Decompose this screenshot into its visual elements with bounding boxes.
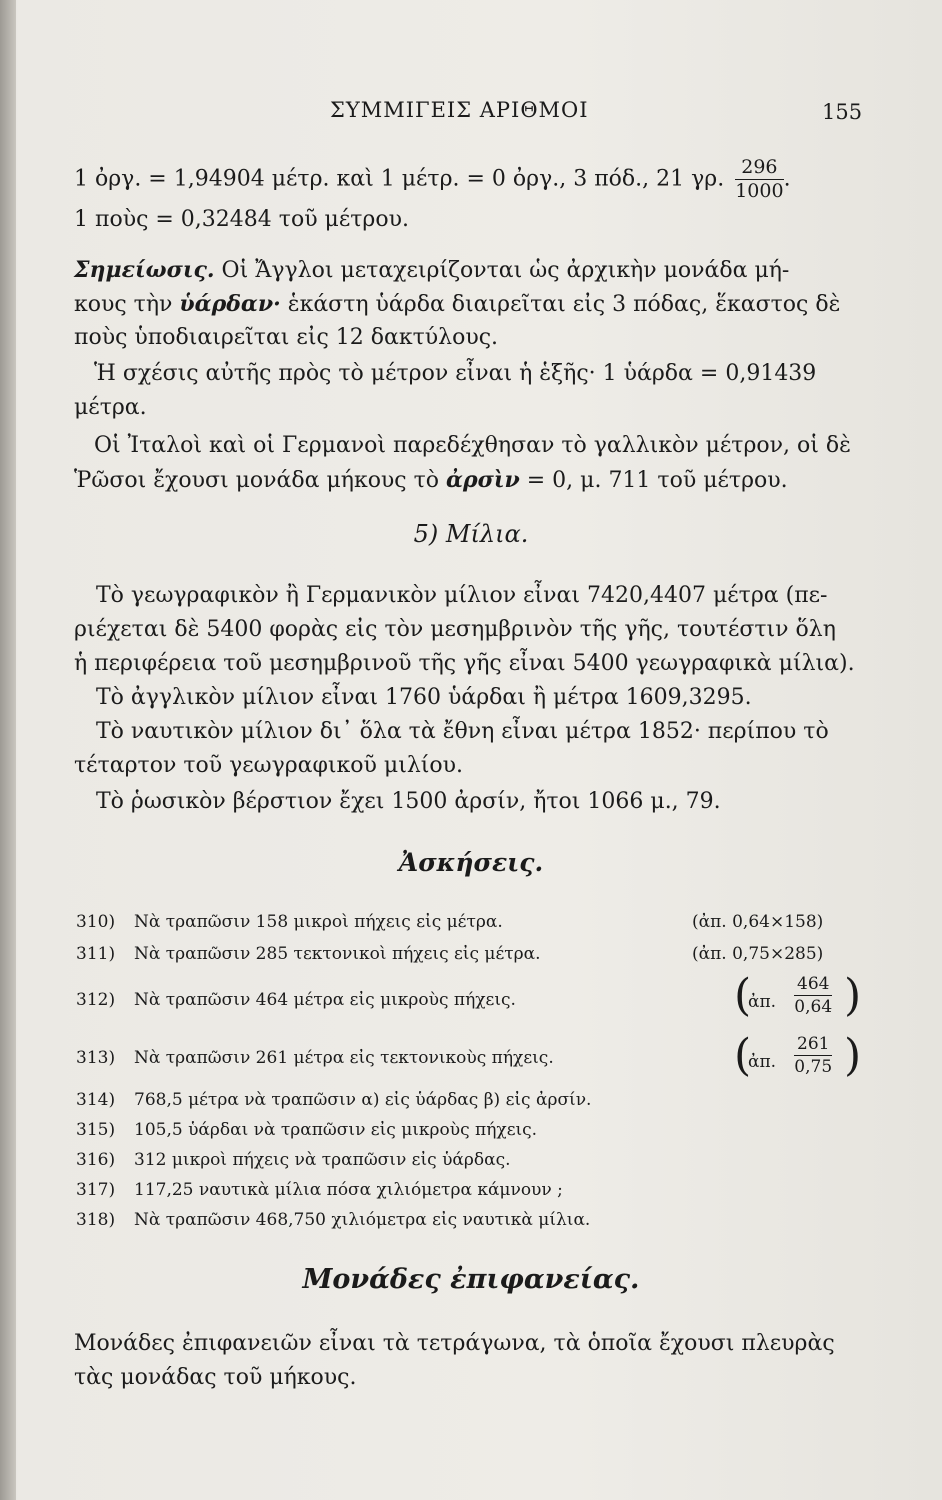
miles-p1-line-3: ἡ περιφέρεια τοῦ μεσημβρινοῦ τῆς γῆς εἶναι 5400 γεωγραφικὰ μίλια). — [74, 651, 855, 676]
answer-310: (ἀπ. 0,64×158) — [692, 912, 824, 932]
note-line-1: Σημείωσις. Οἱ Ἄγγλοι μεταχειρίζονται ὡς ἀρχικὴν μονάδα μή- — [74, 257, 790, 283]
miles-heading: 5) Μίλια. — [413, 520, 529, 548]
exercise-312: 312) Νὰ τραπῶσιν 464 μέτρα εἰς μικροὺς πήχεις. — [76, 990, 516, 1010]
note-line-3: ποὺς ὑποδιαιρεῖται εἰς 12 δακτύλους. — [74, 325, 499, 350]
note-line-2: κους τὴν ὑάρδαν· ἑκάστη ὑάρδα διαιρεῖται εἰς 3 πόδας, ἕκαστος δὲ — [74, 291, 841, 317]
exercises-heading: Ἀσκήσεις. — [398, 848, 544, 877]
exercise-316: 316) 312 μικροὶ πήχεις νὰ τραπῶσιν εἰς ὑάρδας. — [76, 1150, 511, 1170]
running-title: ΣΥΜΜΙΓΕΙΣ ΑΡΙΘΜΟΙ — [330, 98, 589, 122]
surface-units-heading: Μονάδες ἐπιφανείας. — [302, 1264, 640, 1295]
answer-313-prefix: ἀπ. — [748, 1052, 777, 1072]
answer-312-close-paren: ) — [844, 970, 862, 1021]
surface-line-1: Μονάδες ἐπιφανειῶν εἶναι τὰ τετράγωνα, τὰ ὁποῖα ἔχουσι πλευρὰς — [74, 1331, 835, 1356]
note-label: Σημείωσις. — [74, 257, 215, 283]
answer-311: (ἀπ. 0,75×285) — [692, 944, 824, 964]
answer-313-open-paren: ( — [734, 1030, 752, 1081]
miles-p3-line-1: Τὸ ναυτικὸν μίλιον δι᾽ ὅλα τὰ ἔθνη εἶναι μέτρα 1852· περίπου τὸ — [96, 719, 829, 744]
orgyia-fraction: $\frac{296}{1000}$ — [735, 156, 784, 202]
answer-313-close-paren: ) — [844, 1030, 862, 1081]
exercise-314: 314) 768,5 μέτρα νὰ τραπῶσιν α) εἰς ὑάρδας β) εἰς ἀρσίν. — [76, 1090, 592, 1110]
answer-312-fraction: $\frac{464}{0,64}$ — [794, 974, 833, 1017]
miles-p2: Τὸ ἀγγλικὸν μίλιον εἶναι 1760 ὑάρδαι ἢ μέτρα 1609,3295. — [96, 685, 752, 710]
running-header — [0, 98, 942, 128]
note-line-6: Οἱ Ἰταλοὶ καὶ οἱ Γερμανοὶ παρεδέχθησαν τὸ γαλλικὸν μέτρον, οἱ δὲ — [94, 433, 851, 458]
exercise-311: 311) Νὰ τραπῶσιν 285 τεκτονικοὶ πήχεις εἰς μέτρα. — [76, 944, 541, 964]
foot-conversion: 1 ποὺς = 0,32484 τοῦ μέτρου. — [74, 207, 409, 232]
page-number: 155 — [822, 100, 863, 124]
miles-p1-line-1: Τὸ γεωγραφικὸν ἢ Γερμανικὸν μίλιον εἶναι 7420,4407 μέτρα (πε- — [96, 583, 828, 608]
exercise-315: 315) 105,5 ὑάρδαι νὰ τραπῶσιν εἰς μικροὺς πήχεις. — [76, 1120, 538, 1140]
surface-line-2: τὰς μονάδας τοῦ μήκους. — [74, 1365, 357, 1390]
miles-p1-line-2: ριέχεται δὲ 5400 φορὰς εἰς τὸν μεσημβρινὸν τῆς γῆς, τουτέστιν ὅλη — [74, 617, 836, 642]
note-line-5: μέτρα. — [74, 395, 147, 420]
answer-312-prefix: ἀπ. — [748, 992, 777, 1012]
miles-p3-line-2: τέταρτον τοῦ γεωγραφικοῦ μιλίου. — [74, 753, 464, 778]
answer-313-fraction: $\frac{261}{0,75}$ — [794, 1034, 833, 1077]
note-line-4: Ἡ σχέσις αὐτῆς πρὸς τὸ μέτρον εἶναι ἡ ἑξῆς· 1 ὑάρδα = 0,91439 — [94, 361, 817, 386]
miles-p4: Τὸ ῥωσικὸν βέρστιον ἔχει 1500 ἀρσίν, ἤτοι 1066 μ., 79. — [96, 789, 721, 814]
answer-312-open-paren: ( — [734, 970, 752, 1021]
exercise-313: 313) Νὰ τραπῶσιν 261 μέτρα εἰς τεκτονικοὺς πήχεις. — [76, 1048, 554, 1068]
exercise-310: 310) Νὰ τραπῶσιν 158 μικροὶ πήχεις εἰς μέτρα. — [76, 912, 503, 932]
exercise-317: 317) 117,25 ναυτικὰ μίλια πόσα χιλιόμετρα κάμνουν ; — [76, 1180, 563, 1200]
exercise-318: 318) Νὰ τραπῶσιν 468,750 χιλιόμετρα εἰς ναυτικὰ μίλια. — [76, 1210, 591, 1230]
note-line-7: Ῥῶσοι ἔχουσι μονάδα μήκους τὸ ἀρσὶν = 0, μ. 711 τοῦ μέτρου. — [74, 467, 788, 493]
orgyia-conversion: 1 ὀργ. = 1,94904 μέτρ. καὶ 1 μέτρ. = 0 ὀργ., 3 πόδ., 21 γρ. $\frac{296}{1000}$ . — [74, 156, 791, 202]
